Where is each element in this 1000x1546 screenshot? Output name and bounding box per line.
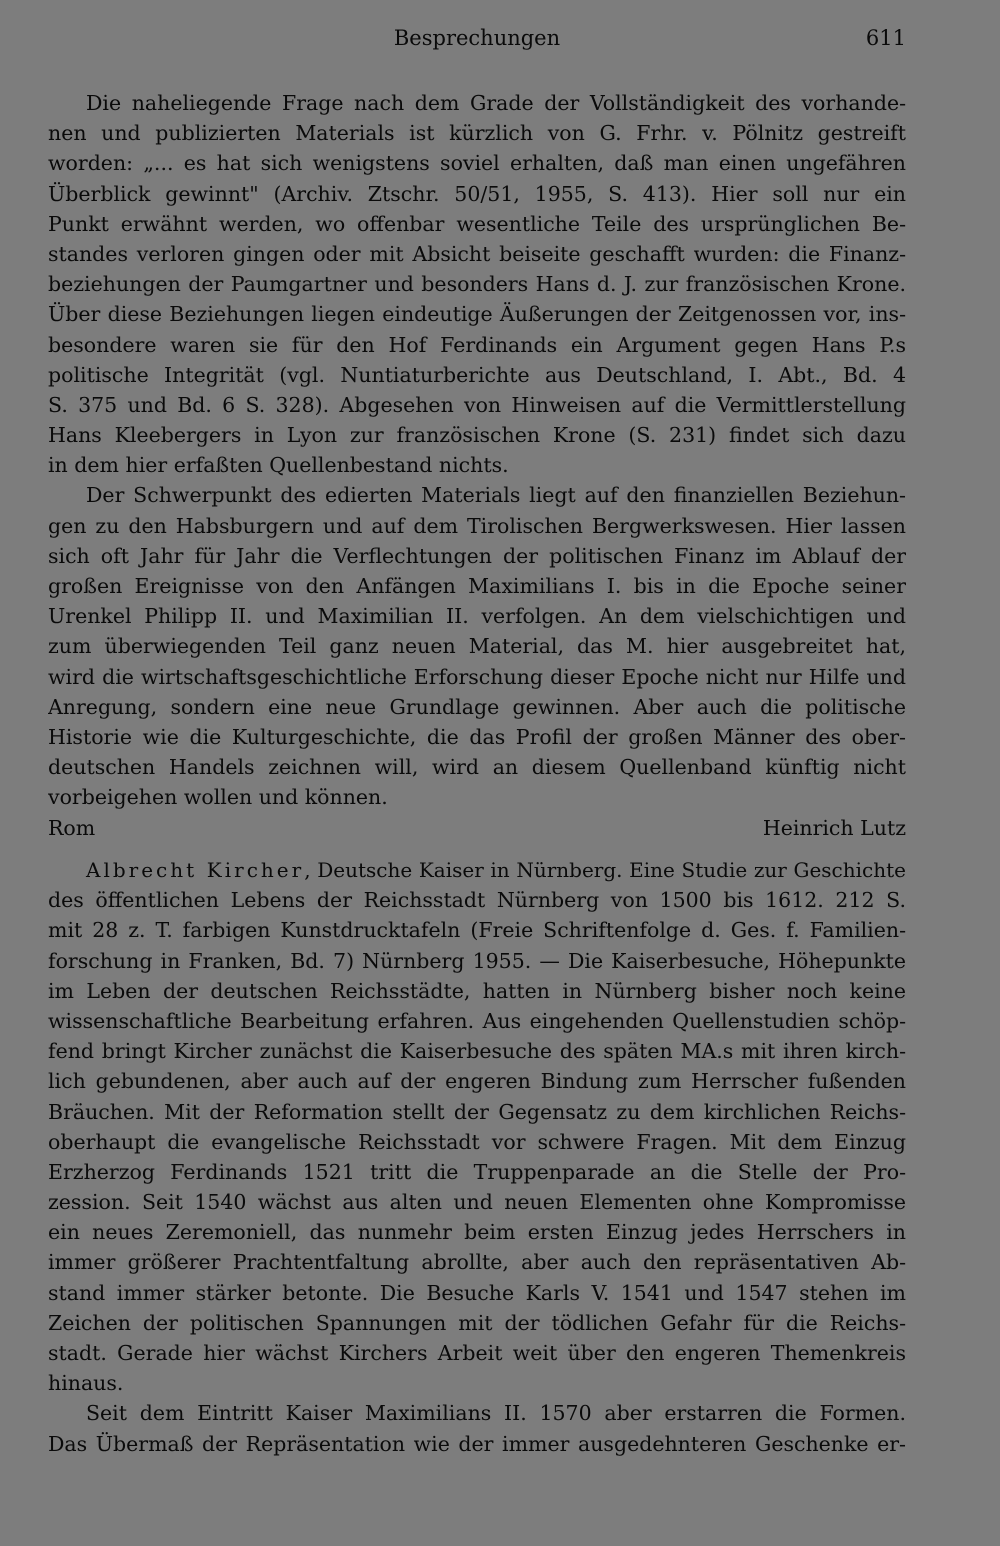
text-line: Das Übermaß der Repräsentation wie der immer ausgedehnteren Geschenke er- bbox=[48, 1431, 906, 1456]
text-line: besondere waren sie für den Hof Ferdinands ein Argument gegen Hans P.s bbox=[48, 332, 906, 357]
text-line: lich gebundenen, aber auch auf der engeren Bindung zum Herrscher fußenden bbox=[48, 1069, 906, 1094]
text-line: Seit dem Eintritt Kaiser Maximilians II. 1570 aber erstarren die Formen. bbox=[86, 1401, 906, 1426]
review-1-text bbox=[48, 88, 906, 843]
text-line: nen und publizierten Materials ist kürzlich von G. Frhr. v. Pölnitz gestreift bbox=[48, 121, 906, 146]
text-line: S. 375 und Bd. 6 S. 328). Abgesehen von Hinweisen auf die Vermittlerstellung bbox=[48, 392, 906, 417]
text-line: mit 28 z. T. farbigen Kunstdrucktafeln (Freie Schriftenfolge d. Ges. f. Familien- bbox=[48, 918, 906, 943]
text-line: beziehungen der Paumgartner und besonders Hans d. J. zur französischen Krone. bbox=[48, 272, 906, 297]
text-line: ein neues Zeremoniell, das nunmehr beim ersten Einzug jedes Herrschers in bbox=[48, 1220, 906, 1245]
signature-author: Heinrich Lutz bbox=[762, 815, 906, 840]
text-line: Die naheliegende Frage nach dem Grade der Vollständigkeit des vorhande- bbox=[86, 91, 906, 115]
text-line: des öffentlichen Lebens der Reichsstadt Nürnberg von 1500 bis 1612. 212 S. bbox=[48, 888, 906, 913]
text-line bbox=[48, 855, 906, 885]
text-line: fend bringt Kircher zunächst die Kaiserbesuche des späten MA.s mit ihren kirch- bbox=[48, 1039, 906, 1064]
running-title: Besprechungen bbox=[393, 26, 561, 50]
text-line: stand immer stärker betonte. Die Besuche Karls V. 1541 und 1547 stehen im bbox=[48, 1280, 906, 1305]
running-header bbox=[48, 26, 906, 56]
text-line: politische Integrität (vgl. Nuntiaturberichte aus Deutschland, I. Abt., Bd. 4 bbox=[48, 362, 906, 387]
text-line: hinaus. bbox=[48, 1371, 124, 1396]
text-line: Bräuchen. Mit der Reformation stellt der Gegensatz zu dem kirchlichen Reichs- bbox=[48, 1099, 906, 1124]
reviewed-title: , Deutsche Kaiser in Nürnberg. Eine Studie zur Geschichte bbox=[304, 858, 906, 882]
text-line: zum überwiegenden Teil ganz neuen Material, das M. hier ausgebreitet hat, bbox=[48, 634, 906, 659]
page-number: 611 bbox=[865, 26, 906, 50]
signature-place: Rom bbox=[48, 815, 96, 840]
text-line: sich oft Jahr für Jahr die Verflechtungen der politischen Finanz im Ablauf der bbox=[48, 543, 906, 568]
text-line: in dem hier erfaßten Quellenbestand nichts. bbox=[48, 453, 509, 478]
text-line: vorbeigehen wollen und können. bbox=[48, 785, 388, 810]
text-line: oberhaupt die evangelische Reichsstadt vor schwere Fragen. Mit dem Einzug bbox=[48, 1129, 906, 1154]
reviewed-author-name: Albrecht Kircher bbox=[86, 858, 305, 882]
review-1-paragraph-2 bbox=[48, 480, 906, 812]
text-line: Überblick gewinnt" (Archiv. Ztschr. 50/51, 1955, S. 413). Hier soll nur ein bbox=[48, 181, 906, 206]
text-line: wissenschaftliche Bearbeitung erfahren. Aus eingehenden Quellenstudien schöp- bbox=[48, 1008, 906, 1033]
review-1-paragraph-1 bbox=[48, 88, 906, 480]
text-line: stadt. Gerade hier wächst Kirchers Arbeit weit über den engeren Themenkreis bbox=[48, 1341, 906, 1365]
text-line: forschung in Franken, Bd. 7) Nürnberg 1955. — Die Kaiserbesuche, Höhepunkte bbox=[48, 948, 906, 973]
text-line: gen zu den Habsburgern und auf dem Tirolischen Bergwerkswesen. Hier lassen bbox=[48, 513, 906, 538]
review-1-signature bbox=[48, 813, 906, 843]
text-line: Zeichen der politischen Spannungen mit der tödlichen Gefahr für die Reichs- bbox=[48, 1310, 906, 1335]
text-line: zession. Seit 1540 wächst aus alten und neuen Elementen ohne Kompromisse bbox=[48, 1190, 906, 1215]
text-line: Urenkel Philipp II. und Maximilian II. verfolgen. An dem vielschichtigen und bbox=[48, 604, 906, 629]
text-line: deutschen Handels zeichnen will, wird an diesem Quellenband künftig nicht bbox=[48, 755, 906, 780]
text-line: Anregung, sondern eine neue Grundlage gewinnen. Aber auch die politische bbox=[48, 694, 906, 719]
text-line: standes verloren gingen oder mit Absicht beiseite geschafft wurden: die Finanz- bbox=[48, 241, 906, 266]
text-line: worden: „... es hat sich wenigstens soviel erhalten, daß man einen ungefähren bbox=[48, 151, 906, 176]
text-line: Der Schwerpunkt des edierten Materials liegt auf den finanziellen Beziehun- bbox=[86, 483, 906, 508]
review-2-paragraph-2 bbox=[48, 1398, 906, 1458]
text-line: Hans Kleebergers in Lyon zur französischen Krone (S. 231) findet sich dazu bbox=[48, 423, 906, 448]
text-line: Punkt erwähnt werden, wo offenbar wesentliche Teile des ursprünglichen Be- bbox=[48, 211, 906, 236]
text-line: Erzherzog Ferdinands 1521 tritt die Truppenparade an die Stelle der Pro- bbox=[48, 1159, 906, 1184]
text-line: wird die wirtschaftsgeschichtliche Erforschung dieser Epoche nicht nur Hilfe und bbox=[48, 664, 906, 689]
review-2-paragraph-1 bbox=[48, 855, 906, 1398]
text-line: großen Ereignisse von den Anfängen Maximilians I. bis in die Epoche seiner bbox=[48, 574, 906, 598]
review-2-text bbox=[48, 855, 906, 1459]
text-line: Über diese Beziehungen liegen eindeutige Äußerungen der Zeitgenossen vor, ins- bbox=[48, 302, 906, 327]
text-line: Historie wie die Kulturgeschichte, die das Profil der großen Männer des ober- bbox=[48, 724, 906, 749]
text-line: immer größerer Prachtentfaltung abrollte, aber auch den repräsentativen Ab- bbox=[48, 1250, 906, 1275]
text-line: im Leben der deutschen Reichsstädte, hatten in Nürnberg bisher noch keine bbox=[48, 978, 906, 1003]
